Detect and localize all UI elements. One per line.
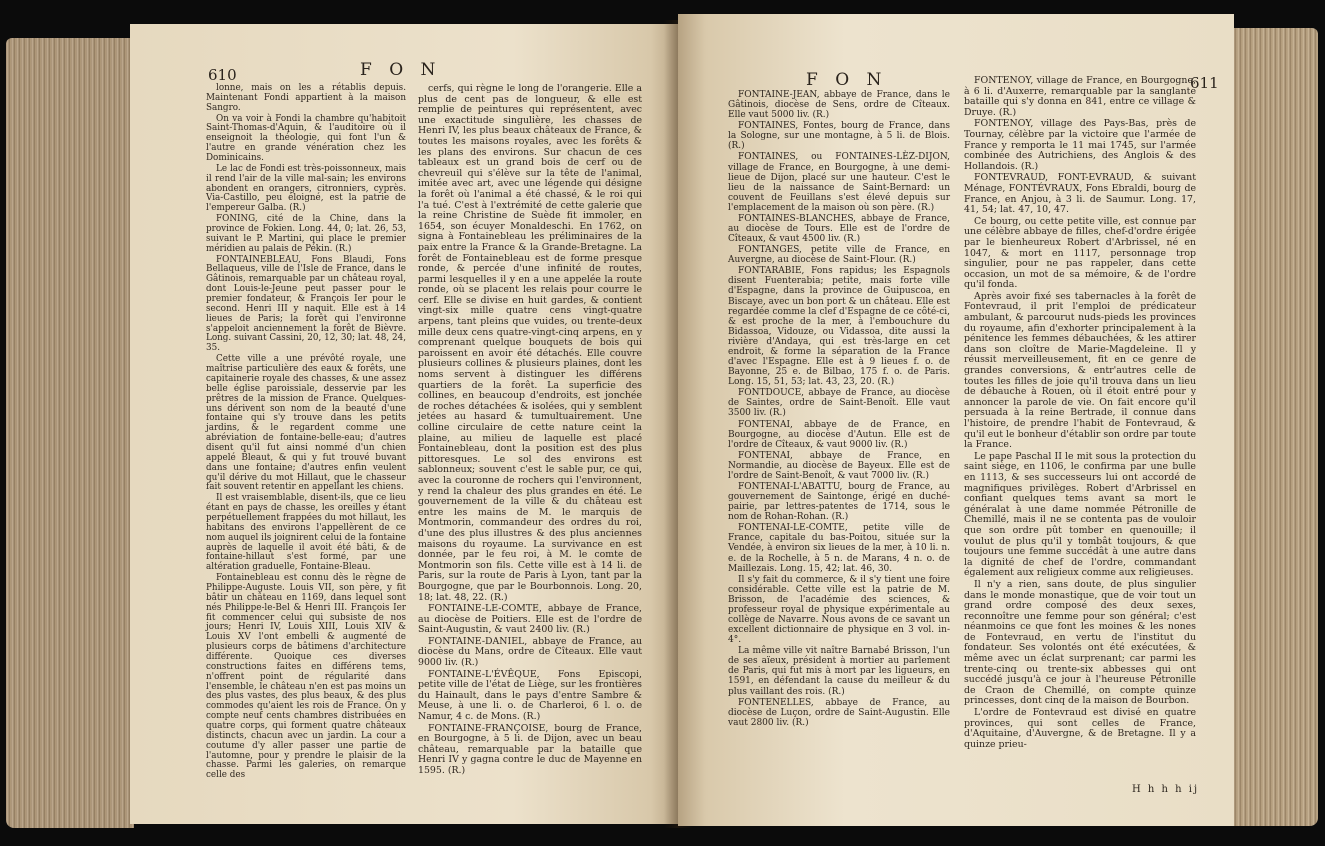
- paragraph: FONTENAI, abbaye de France, en Normandie, au diocèse de Bayeux. Elle est de l'ordre de Saint-Benoît, & vaut 7000 liv. (R.): [728, 450, 950, 481]
- paragraph: FONTENOY, village de France, en Bourgogne, à 6 li. d'Auxerre, remarquable par la sanglante bataille qui s'y donna en 841, entre ce village & Druye. (R.): [964, 75, 1196, 118]
- paragraph: FONTAINES, Fontes, bourg de France, dans la Sologne, sur une montagne, à 5 li. de Blois. (R.): [728, 121, 950, 152]
- paragraph: FONTDOUCE, abbaye de France, au diocèse de Saintes, ordre de Saint-Benoît. Elle vaut 3500 liv. (R.): [728, 388, 950, 419]
- paragraph: FONTENOY, village des Pays-Bas, près de Tournay, célèbre par la victoire que l'armée de France y remporta le 11 mai 1745, sur l'armée combinée des Autrichiens, des Anglois & des Hollandois. (R.): [964, 118, 1196, 172]
- right-page-edges: [1232, 28, 1318, 826]
- paragraph: FONTEVRAUD, FONT-EVRAUD, & suivant Ménage, FONTÉVRAUX, Fons Ebraldi, bourg de France, en Anjou, à 3 li. de Saumur. Long. 17, 41, 54; lat. 47, 10, 47.: [964, 172, 1196, 216]
- paragraph: FONING, cité de la Chine, dans la province de Fokien. Long. 44, 0; lat. 26, 53, suivant le P. Martini, qui place le premier méridien au palais de Pékin. (R.): [206, 214, 406, 254]
- left-page: [130, 24, 678, 824]
- paragraph: FONTENAI, abbaye de de France, en Bourgogne, au diocèse d'Autun. Elle est de l'ordre de Cîteaux, & vaut 9000 liv. (R.): [728, 419, 950, 450]
- right-running-header: F O N: [806, 70, 888, 90]
- paragraph: L'ordre de Fontevraud est divisé en quatre provinces, qui sont celles de France, d'Aquitaine, d'Auvergne, & de Bretagne. Il y a quinze prieu-: [964, 707, 1196, 750]
- paragraph: FONTAINE-LE-COMTE, abbaye de France, au diocèse de Poitiers. Elle est de l'ordre de Saint-Augustin, & vaut 2400 liv. (R.): [418, 603, 642, 636]
- paragraph: La même ville vit naître Barnabé Brisson, l'un de ses aïeux, président à mortier au parlement de Paris, qui fut mis à mort par les ligueurs, en 1591, en défendant la cause du meilleur & du plus vaillant des rois. (R.): [728, 646, 950, 697]
- paragraph: Après avoir fixé ses tabernacles à la forêt de Fontevraud, il prit l'emploi de prédicateur ambulant, & parcourut nuds-pieds les provinces du royaume, afin d'exhorter principalement à la pénitence les femmes débauchées, & les attirer dans son cloître de Marie-Magdeleine. Il y réussit merveilleusement, fit en ce genre de grandes conversions, & entr'autres celle de toutes les filles de joie qu'il trouva dans un lieu de débauche à Rouen, où il étoit entré pour y annoncer la parole de vie. On fait encore qu'il persuada à la reine Bertrade, il connue dans l'histoire, de prendre l'habit de Fontevraud, & qu'il eut le bonheur d'établir son ordre par toute la France.: [964, 290, 1196, 451]
- paragraph: FONTAINES, ou FONTAINES-LÈZ-DIJON, village de France, en Bourgogne, à une demi-lieue de Dijon, placé sur une hauteur. C'est le lieu de la naissance de Saint-Bernard: un couvent de Feuillans s'est élevé depuis sur l'emplacement de la maison où son père. (R.): [728, 152, 950, 213]
- paragraph: lonne, mais on les a rétablis depuis. Maintenant Fondi appartient à la maison Sangro.: [206, 83, 406, 113]
- paragraph: Le lac de Fondi est très-poissonneux, mais il rend l'air de la ville mal-sain; les environs abondent en orangers, citronniers, cyprès. Via-Castillo, peu éloigné, est la patrie de l'empereur Galba. (R.): [206, 163, 406, 214]
- paragraph: FONTAINE-FRANÇOISE, bourg de France, en Bourgogne, à 5 li. de Dijon, avec un beau château, remarquable par la bataille que Henri IV y gagna contre le duc de Mayenne en 1595. (R.): [418, 722, 642, 776]
- paragraph: Fontainebleau est connu dès le règne de Philippe-Auguste. Louis VII, son père, y fit bâtir un château en 1169, dans lequel sont nés Philippe-le-Bel & Henri III. François Ier fit commencer celui qui subsiste de nos jours; Henri IV, Louis XIII, Louis XIV & Louis XV l'ont embelli & augmenté de plusieurs corps de bâtimens d'architecture différente. Quoique ces diverses constructions faites en différens tems, n'offrent point de régularité dans l'ensemble, le château n'en est pas moins un des plus vastes, des plus beaux, & des plus commodes qu'aient les rois de France. On y compte neuf cents chambres distribuées en quatre corps, qui forment quatre châteaux distincts, chacun avec un jardin. La cour a coutume d'y aller passer une partie de l'automne, pour y prendre le plaisir de la chasse. Parmi les galeries, on remarque celle des: [206, 573, 406, 781]
- paragraph: FONTENAI-LE-COMTE, petite ville de France, capitale du bas-Poitou, située sur la Vendée, à environ six lieues de la mer, à 10 li. n. e. de la Rochelle, à 5 n. de Marans, 4 n. o. de Maillezais. Long. 15, 42; lat. 46, 30.: [728, 523, 950, 574]
- paragraph: FONTANGES, petite ville de France, en Auvergne, au diocèse de Saint-Flour. (R.): [728, 245, 950, 266]
- paragraph: FONTAINES-BLANCHES, abbaye de France, au diocèse de Tours. Elle est de l'ordre de Cîteaux, & vaut 4500 liv. (R.): [728, 213, 950, 245]
- right-page-number: 611: [1190, 74, 1219, 92]
- left-running-header: F O N: [360, 60, 442, 80]
- left-column-2: [418, 84, 642, 819]
- paragraph: Il n'y a rien, sans doute, de plus singulier dans le monde monastique, que de voir tout un grand ordre composé des deux sexes, reconnoître une femme pour son général; c'est néanmoins ce que font les moines & les nones de Fontevraud, en vertu de l'institut du fondateur. Ses volontés ont été exécutées, & même avec un éclat surprenant; car parmi les trente-cinq ou trente-six abbesses qui ont succédé jusqu'à ce jour à l'heureuse Pétronille de Craon de Chemillé, on compte quinze princesses, dont cinq de la maison de Bourbon.: [964, 578, 1196, 707]
- paragraph: FONTAINE-L'ÉVÊQUE, Fons Episcopi, petite ville de l'état de Liège, sur les frontières du Hainault, dans le pays d'entre Sambre & Meuse, à une li. o. de Charleroi, 6 l. o. de Namur, 4 c. de Mons. (R.): [418, 668, 642, 723]
- right-column-1: [728, 90, 950, 730]
- paragraph: FONTENAI-L'ABATTU, bourg de France, au gouvernement de Saintonge, érigé en duché-pairie, par lettres-patentes de 1714, sous le nom de Rohan-Rohan. (R.): [728, 481, 950, 523]
- paragraph: FONTAINE-JEAN, abbaye de France, dans le Gâtinois, diocèse de Sens, ordre de Cîteaux. Elle vaut 5000 liv. (R.): [728, 90, 950, 121]
- paragraph: FONTAINEBLEAU, Fons Blaudi, Fons Bellaqueus, ville de l'Isle de France, dans le Gâtinois, remarquable par un château royal, dont Louis-le-Jeune peut passer pour le premier fondateur, & François Ier pour le second. Henri III y naquit. Elle est à 14 lieues de Paris; la forêt qui l'environne s'appeloit anciennement la forêt de Bièvre. Long. suivant Cassini, 20, 12, 30; lat. 48, 24, 35.: [206, 254, 406, 354]
- paragraph: Cette ville a une prévôté royale, une maîtrise particulière des eaux & forêts, une capitainerie royale des chasses, & une assez belle église paroissiale, desservie par les prêtres de la mission de France. Quelques-uns dérivent son nom de la beauté d'une fontaine qui s'y trouve dans les petits jardins, & le regardent comme une abréviation de fontaine-belle-eau; d'autres disent qu'il fut ainsi nommé d'un chien appelé Bleaut, & qui y fut trouvé buvant dans une fontaine; d'autres enfin veulent qu'il dérive du mot Hillaut, que le chasseur fait souvent retentir en appellant les chiens.: [206, 354, 406, 493]
- paragraph: FONTAINE-DANIEL, abbaye de France, au diocèse du Mans, ordre de Cîteaux. Elle vaut 9000 liv. (R.): [418, 635, 642, 669]
- left-column-1: [206, 84, 406, 819]
- left-page-number: 610: [208, 66, 237, 84]
- paragraph: Le pape Paschal II le mit sous la protection du saint siège, en 1106, le confirma par une bulle en 1113, & ses successeurs lui ont accordé de magnifiques privilèges. Robert d'Arbrissel en confiant quelques tems avant sa mort le généralat à une dame nommée Pétronille de Chemillé, mais il ne se contenta pas de vouloir que son ordre pût tomber en quenouille; il voulut de plus qu'il y tombât toujours, & que toujours une femme succédât à une autre dans la dignité de chef de l'ordre, commandant également aux religieux comme aux religieuses.: [964, 450, 1196, 579]
- left-page-edges: [6, 38, 134, 828]
- paragraph: FONTARABIE, Fons rapidus; les Espagnols disent Fuenterabia; petite, mais forte ville d'Espagne, dans la province de Guipuscoa, en Biscaye, avec un bon port & un château. Elle est regardée comme la clef d'Espagne de ce côté-ci, & est proche de la mer, à l'embouchure du Bidassoa, Vidouze, ou Vidassoa, dite aussi la rivière d'Andaya, qui est très-large en cet endroit, & forme la séparation de la France d'avec l'Espagne. Elle est à 9 lieues f. o. de Bayonne, 25 e. de Bilbao, 175 f. o. de Paris. Long. 15, 51, 53; lat. 43, 23, 20. (R.): [728, 266, 951, 388]
- paragraph: Ce bourg, ou cette petite ville, est connue par une célèbre abbaye de filles, chef-d'ordre érigée par le bienheureux Robert d'Arbrissel, né en 1047, & mort en 1117, personnage trop singulier, pour ne pas rappeler, dans cette occasion, un mot de sa mémoire, & de l'ordre qu'il fonda.: [964, 215, 1196, 291]
- right-column-2: [964, 76, 1196, 776]
- right-page: [678, 14, 1234, 826]
- paragraph: Il s'y fait du commerce, & il s'y tient une foire considérable. Cette ville est la patrie de M. Brisson, de l'académie des sciences, & professeur royal de physique expérimentale au collège de Navarre. Nous avons de ce savant un excellent dictionnaire de physique en 3 vol. in-4°.: [728, 574, 950, 646]
- paragraph: Il est vraisemblable, disent-ils, que ce lieu étant en pays de chasse, les oreilles y étant perpétuellement frappées du mot hillaut, les habitans des environs l'appellèrent de ce nom auquel ils joignirent celui de la fontaine auprès de laquelle il avoit été bâti, & de fontaine-hillaut s'est formé, par une altération graduelle, Fontaine-Bleau.: [206, 493, 406, 573]
- paragraph: cerfs, qui règne le long de l'orangerie. Elle a plus de cent pas de longueur, & elle est remplie de peintures qui représentent, avec une exactitude singulière, les chasses de Henri IV, les plus beaux châteaux de France, & toutes les maisons royales, avec les forêts & les plans des environs. Sur chacun de ces tableaux est un grand bois de cerf ou de chevreuil qui s'élève sur la tête de l'animal, imitée avec art, avec une légende qui désigne la forêt où l'animal a été chassé, & le roi qui l'a tué. C'est à l'extrémité de cette galerie que la reine Christine de Suède fit immoler, en 1654, son écuyer Monaldeschi. En 1762, on signa à Fontainebleau les préliminaires de la paix entre la France & la Grande-Bretagne. La forêt de Fontainebleau est de forme presque ronde, & percée d'une infinité de routes, parmi lesquelles il y en a une appelée la route ronde, où se placent les relais pour courre le cerf. Elle se divise en huit gardes, & contient vingt-six mille quatre cens vingt-quatre arpens, tant pleins que vuides, ou trente-deux mille deux cens quatre-vingt-cinq arpens, en y comprenant quelque bouquets de bois qui paroissent en avoir été détachés. Elle couvre plusieurs collines & plusieurs plaines, dont les noms servent à distinguer les différens quartiers de la forêt. La superficie des collines, en beaucoup d'endroits, est jonchée de roches détachées & isolées, qui y semblent jetées au hasard & tumultuairement. Une colline circulaire de cette nature ceint la plaine, au milieu de laquelle est placé Fontainebleau, dont la position est des plus pittoresques. Le sol des environs est sablonneux; souvent c'est le sable pur, ce qui, avec la couronne de rochers qui l'environnent, y rend la chaleur des plus grandes en été. Le gouvernement de la ville & du château est entre les mains de M. le marquis de Montmorin, commandeur des ordres du roi, d'une des plus illustres & des plus anciennes maisons du royaume. La survivance en est donnée, par le feu roi, à M. le comte de Montmorin son fils. Cette ville est à 14 li. de Paris, sur la route de Paris à Lyon, tant par la Bourgogne, que par le Bourbonnois. Long. 20, 18; lat. 48, 22. (R.): [418, 83, 642, 603]
- signature-mark: H h h h ij: [1132, 784, 1200, 795]
- paragraph: FONTENELLES, abbaye de France, au diocèse de Luçon, ordre de Saint-Augustin. Elle vaut 2800 liv. (R.): [728, 697, 950, 728]
- paragraph: On va voir à Fondi la chambre qu'habitoit Saint-Thomas-d'Aquin, & l'auditoire où il enseignoit la théologie, qui font l'un & l'autre en grande vénération chez les Dominicains.: [206, 113, 406, 164]
